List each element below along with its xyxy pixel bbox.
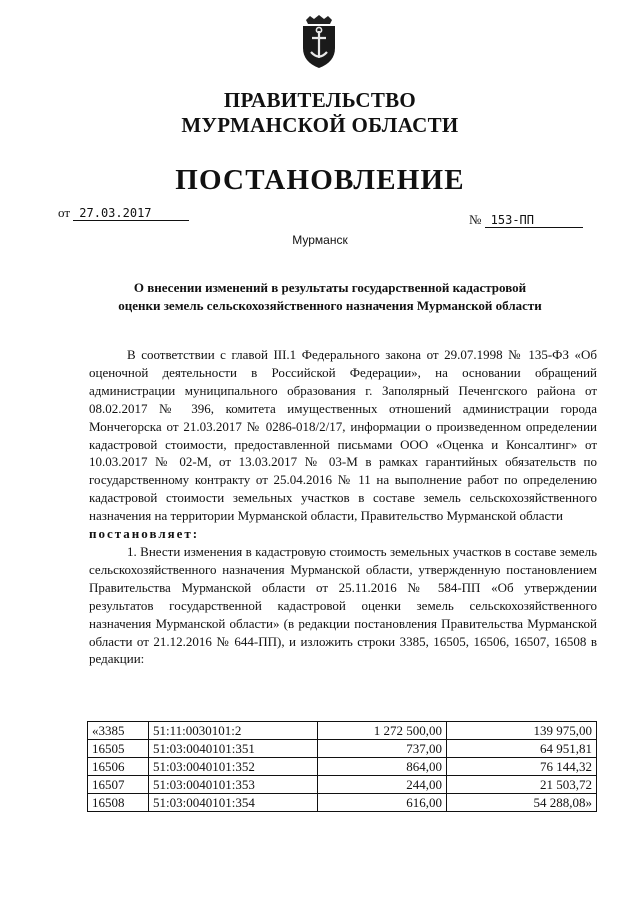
row-number-cell: «3385 xyxy=(88,722,149,740)
area-cell: 864,00 xyxy=(318,758,447,776)
cadastral-number-cell: 51:03:0040101:353 xyxy=(149,776,318,794)
date-row xyxy=(58,205,189,221)
area-cell: 616,00 xyxy=(318,794,447,812)
preamble-paragraph: В соответствии с главой III.1 Федерального закона от 29.07.1998 № 135-ФЗ «Об оценочной деятельности в Российской Федерации», на основании обращений администрации муниципального образования г. Заполярный Печенгского района от 08.02.2017 № 396, комитета имущественных отношений администрации города Мончегорска от 21.03.2017 № 0286-018/2/17, информации о произведенном определении кадастровой стоимости, предоставленной письмами ООО «Оценка и Консалтинг» от 10.03.2017 № 02-М, от 13.03.2017 № 03-М в рамках гарантийных обязательств по государственному контракту от 25.04.2016 № 11 на выполнение работ по определению кадастровой стоимости земельных участков в составе земель сельскохозяйственного назначения на территории Мурманской области, Правительство Мурманской области xyxy=(89,347,597,524)
cadastral-number-cell: 51:11:0030101:2 xyxy=(149,722,318,740)
table-row xyxy=(88,740,597,758)
cost-cell: 64 951,81 xyxy=(447,740,597,758)
area-cell: 1 272 500,00 xyxy=(318,722,447,740)
row-number-cell: 16508 xyxy=(88,794,149,812)
clause-1-paragraph: 1. Внести изменения в кадастровую стоимость земельных участков в составе земель сельскохозяйственного назначения Мурманской области, утвержденную постановлением Правительства Мурманской области от 25.11.2016 № 584-ПП «Об утверждении результатов государственной кадастровой оценки земель сельскохозяйственного назначения Мурманской области» (в редакции постановления Правительства Мурманской области от 21.12.2016 № 644-ПП), и изложить строки 3385, 16505, 16506, 16507, 16508 в редакции: xyxy=(89,543,597,667)
cadastral-number-cell: 51:03:0040101:352 xyxy=(149,758,318,776)
heading-line1: О внесении изменений в результаты государственной кадастровой xyxy=(133,280,527,295)
table-row xyxy=(88,794,597,812)
area-cell: 244,00 xyxy=(318,776,447,794)
document-body xyxy=(89,346,597,668)
cost-cell: 139 975,00 xyxy=(447,722,597,740)
row-number-cell: 16507 xyxy=(88,776,149,794)
date-value: 27.03.2017 xyxy=(73,206,189,221)
document-type-title: ПОСТАНОВЛЕНИЕ xyxy=(175,164,465,196)
cadastral-number-cell: 51:03:0040101:354 xyxy=(149,794,318,812)
number-row xyxy=(469,212,583,228)
cadastral-table xyxy=(87,721,597,812)
government-name-line2: МУРМАНСКОЙ ОБЛАСТИ xyxy=(181,113,459,137)
cost-cell: 54 288,08» xyxy=(447,794,597,812)
number-value: 153-ПП xyxy=(485,213,583,228)
resolves-label: постановляет: xyxy=(89,526,200,542)
table-row xyxy=(88,758,597,776)
coat-of-arms-icon xyxy=(296,14,342,70)
cadastral-number-cell: 51:03:0040101:351 xyxy=(149,740,318,758)
area-cell: 737,00 xyxy=(318,740,447,758)
table-row xyxy=(88,722,597,740)
row-number-cell: 16505 xyxy=(88,740,149,758)
cost-cell: 21 503,72 xyxy=(447,776,597,794)
heading-line2: оценки земель сельскохозяйственного назначения Мурманской области xyxy=(118,298,542,313)
cost-cell: 76 144,32 xyxy=(447,758,597,776)
table-row xyxy=(88,776,597,794)
city: Мурманск xyxy=(292,233,348,247)
number-label: № xyxy=(469,212,482,227)
document-heading xyxy=(70,279,590,315)
government-name-line1: ПРАВИТЕЛЬСТВО xyxy=(223,88,417,112)
row-number-cell: 16506 xyxy=(88,758,149,776)
date-label: от xyxy=(58,205,71,220)
